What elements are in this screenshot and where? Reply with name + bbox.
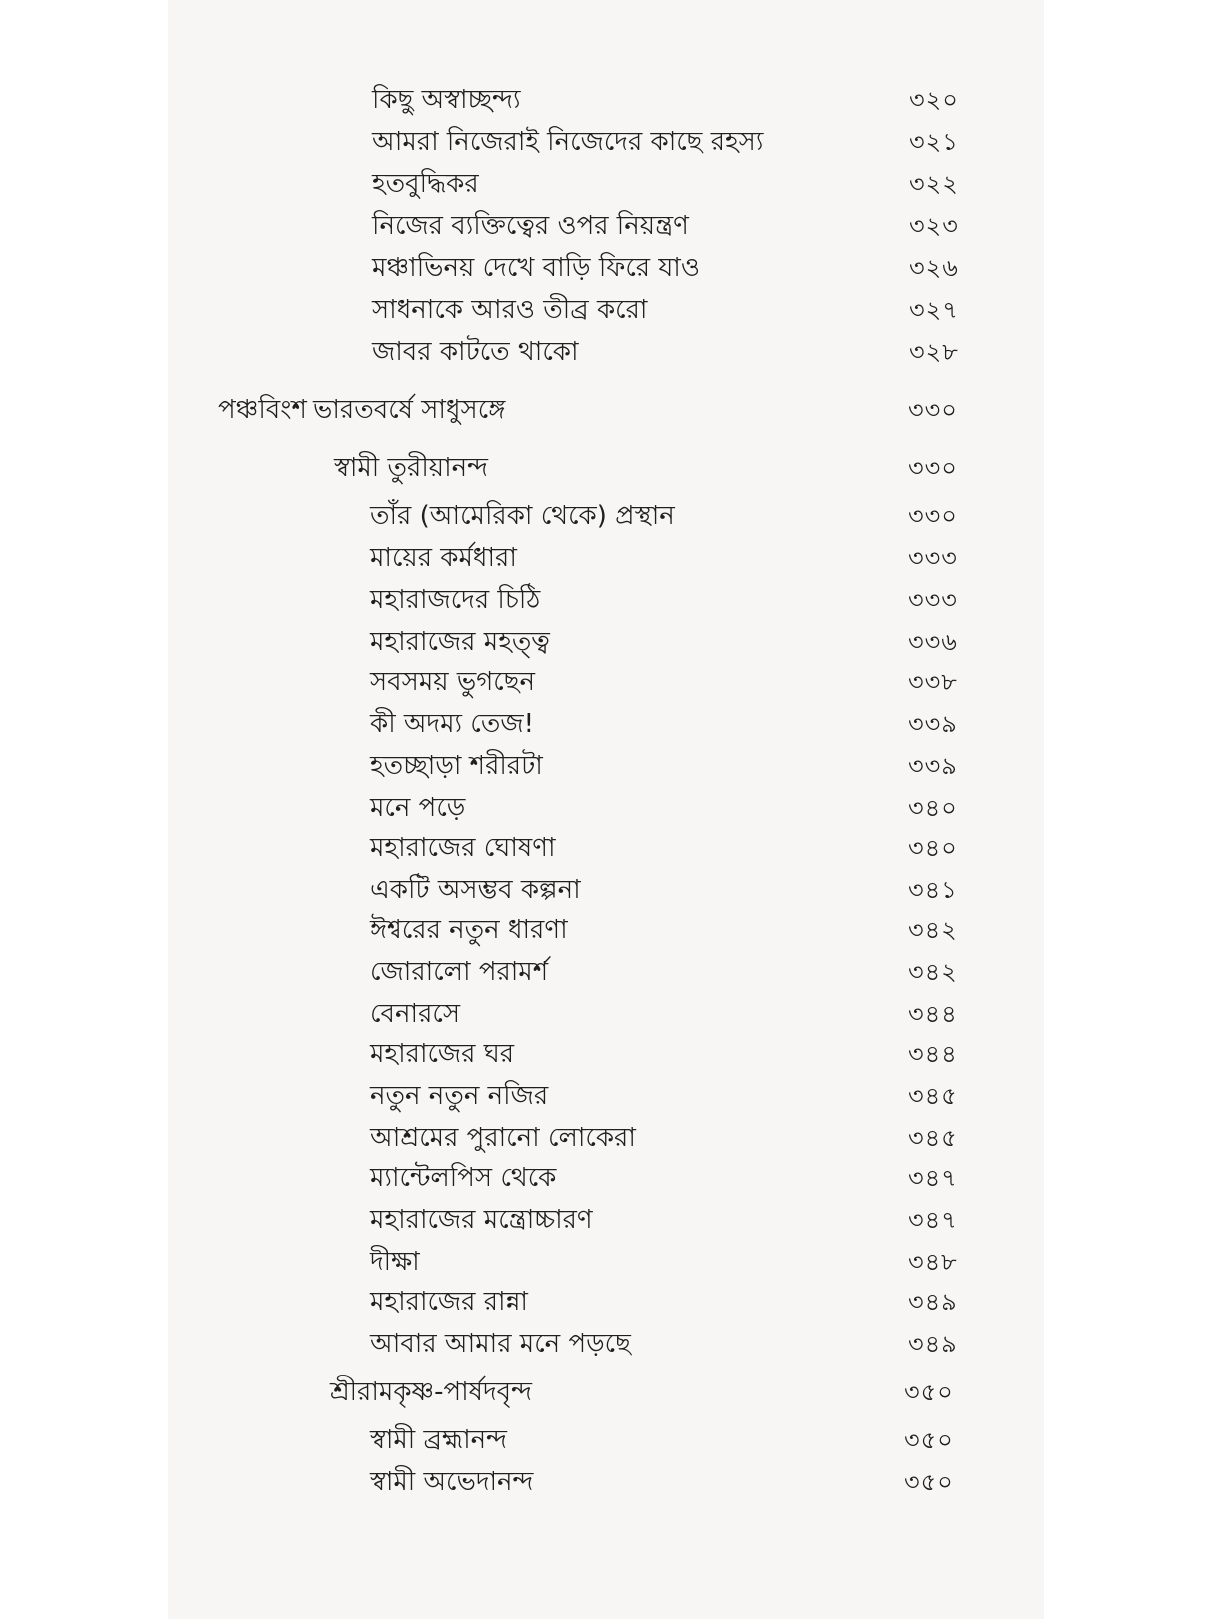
section-title: শ্রীরামকৃষ্ণ-পার্ষদবৃন্দ: [330, 1377, 532, 1407]
toc-entry-page: ৩৪৯: [908, 1330, 958, 1358]
toc-entry-title: আবার আমার মনে পড়ছে: [370, 1329, 631, 1359]
toc-entry-page: ৩৩০: [908, 502, 958, 530]
toc-entry-page: ৩২০: [909, 86, 959, 114]
toc-entry-page: ৩৪৫: [908, 1124, 958, 1152]
toc-entry-page: ৩৪০: [908, 834, 958, 862]
toc-entry-title: হতচ্ছাড়া শরীরটা: [370, 751, 543, 781]
chapter-number: পঞ্চবিংশ: [218, 395, 307, 425]
section-page: ৩৫০: [904, 1378, 954, 1406]
toc-entry-page: ৩৪৭: [908, 1206, 958, 1234]
toc-entry-title: তাঁর (আমেরিকা থেকে) প্রস্থান: [370, 501, 675, 531]
toc-entry-page: ৩২৩: [909, 212, 959, 240]
toc-entry-page: ৩৪১: [908, 876, 958, 904]
chapter-title: ভারতবর্ষে সাধুসঙ্গে: [313, 395, 506, 425]
chapter-page: ৩৩০: [908, 396, 958, 424]
toc-entry-page: ৩৩৯: [908, 752, 958, 780]
toc-entry-page: ৩২৮: [909, 338, 959, 366]
toc-entry-title: আমরা নিজেরাই নিজেদের কাছে রহস্য: [372, 127, 764, 157]
toc-entry-title: মহারাজের মহত্ত্ব: [370, 627, 550, 657]
toc-entry-page: ৩৪২: [908, 916, 958, 944]
toc-entry-page: ৩২৬: [909, 254, 959, 282]
toc-entry-title: মনে পড়ে: [370, 793, 466, 823]
toc-entry-title: মায়ের কর্মধারা: [370, 543, 517, 573]
toc-entry-page: ৩৪৫: [908, 1082, 958, 1110]
toc-entry-title: মঞ্চাভিনয় দেখে বাড়ি ফিরে যাও: [372, 253, 700, 283]
toc-entry-page: ৩৩৩: [908, 586, 958, 614]
toc-entry-title: দীক্ষা: [370, 1247, 420, 1277]
toc-entry-page: ৩৪৯: [908, 1288, 958, 1316]
toc-entry-page: ৩৪০: [908, 794, 958, 822]
toc-entry-title: জোরালো পরামর্শ: [370, 957, 549, 987]
section-title: স্বামী তুরীয়ানন্দ: [334, 453, 488, 483]
toc-entry-page: ৩৩৬: [908, 628, 958, 656]
section-page: ৩৩০: [908, 454, 958, 482]
toc-entry-page: ৩৪৪: [908, 1000, 958, 1028]
toc-entry-title: মহারাজের ঘোষণা: [370, 833, 556, 863]
toc-entry-title: মহারাজের মন্ত্রোচ্চারণ: [370, 1205, 593, 1235]
toc-entry-page: ৩৩৯: [908, 710, 958, 738]
toc-entry-title: ঈশ্বরের নতুন ধারণা: [370, 915, 568, 945]
toc-entry-title: মহারাজের রান্না: [370, 1287, 528, 1317]
toc-entry-title: জাবর কাটতে থাকো: [372, 337, 579, 367]
toc-entry-page: ৩৩৩: [908, 544, 958, 572]
toc-entry-page: ৩৪৮: [908, 1248, 958, 1276]
toc-entry-title: বেনারসে: [370, 999, 461, 1029]
toc-entry-page: ৩৫০: [904, 1468, 954, 1496]
toc-entry-page: ৩২১: [909, 128, 959, 156]
toc-entry-title: সাধনাকে আরও তীব্র করো: [372, 295, 648, 325]
toc-entry-page: ৩৩৮: [908, 668, 958, 696]
toc-entry-title: হতবুদ্ধিকর: [372, 169, 479, 199]
toc-entry-title: একটি অসম্ভব কল্পনা: [370, 875, 581, 905]
toc-entry-title: কী অদম্য তেজ!: [370, 709, 535, 739]
toc-entry-title: মহারাজদের চিঠি: [370, 585, 541, 615]
toc-entry-title: কিছু অস্বাচ্ছন্দ্য: [372, 85, 521, 115]
toc-entry-title: আশ্রমের পুরানো লোকেরা: [370, 1123, 636, 1153]
toc-entry-title: নিজের ব্যক্তিত্বের ওপর নিয়ন্ত্রণ: [372, 211, 689, 241]
toc-entry-page: ৩২২: [909, 170, 959, 198]
toc-entry-title: নতুন নতুন নজির: [370, 1081, 549, 1111]
toc-entry-page: ৩২৭: [909, 296, 959, 324]
toc-entry-title: স্বামী ব্রহ্মানন্দ: [370, 1425, 508, 1455]
toc-entry-title: সবসময় ভুগছেন: [370, 667, 535, 697]
toc-entry-page: ৩৫০: [904, 1426, 954, 1454]
toc-entry-title: ম্যান্টেলপিস থেকে: [370, 1163, 557, 1193]
toc-entry-page: ৩৪২: [908, 958, 958, 986]
toc-entry-page: ৩৪৭: [908, 1164, 958, 1192]
toc-entry-title: মহারাজের ঘর: [370, 1039, 515, 1069]
toc-entry-page: ৩৪৪: [908, 1040, 958, 1068]
toc-entry-title: স্বামী অভেদানন্দ: [370, 1467, 534, 1497]
